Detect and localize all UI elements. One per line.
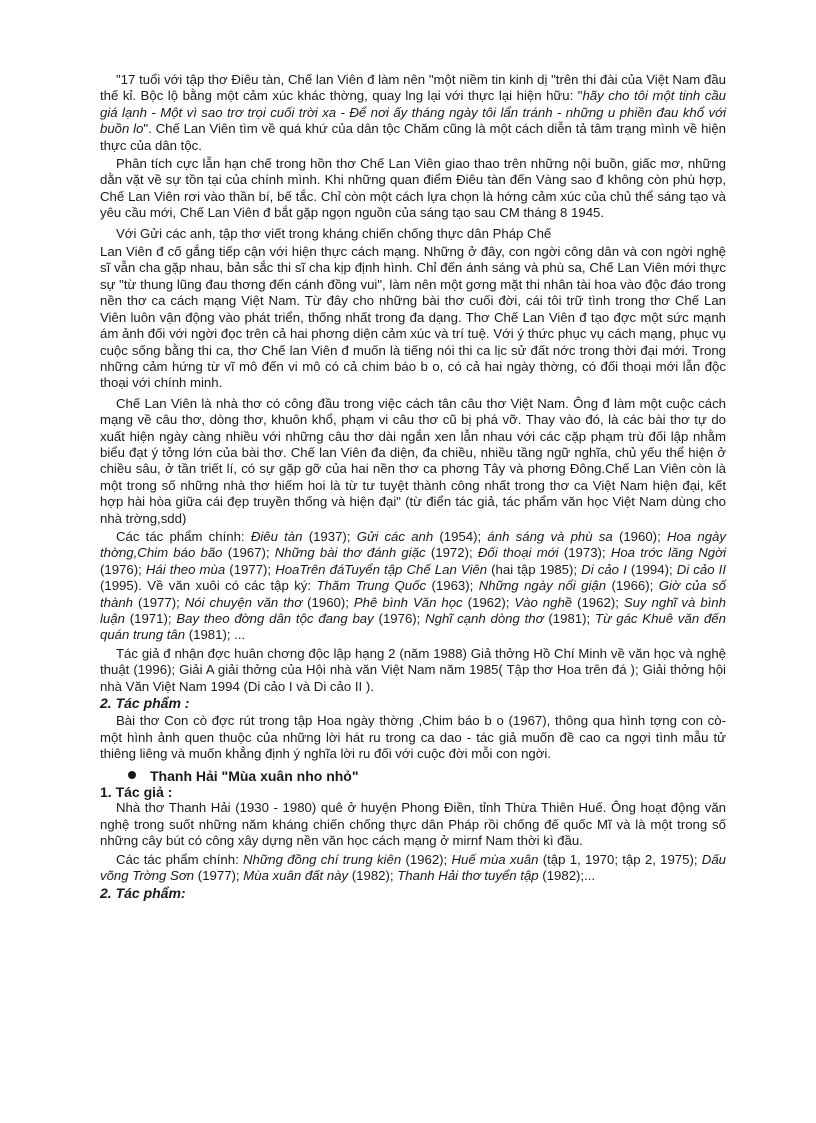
paragraph-thanh-hai: Nhà thơ Thanh Hải (1930 - 1980) quê ở huyện Phong Điền, tỉnh Thừa Thiên Huế. Ông hoạt động văn nghệ trong suốt những năm kháng chiến chống thực dân Pháp rồi chống đế quốc Mĩ và là một trong số những cây bút có công xây dựng nền văn học cách mạng ở mirnf Nam thời kì đầu. xyxy=(100,800,726,849)
section-heading-works-2: 2. Tác phẩm: xyxy=(100,884,186,901)
work-title: Vào nghề xyxy=(514,594,573,610)
text: (1977); xyxy=(225,561,276,577)
section-heading-works: 2. Tác phẩm : xyxy=(100,695,190,712)
paragraph-che-lan-vien-intro xyxy=(100,72,726,154)
work-title: Đối thoại mới xyxy=(477,545,559,561)
paragraph-awards: Tác giả đ nhận đợc huân chơng độc lập hạng 2 (năm 1988) Giả thởng Hồ Chí Minh về văn học và nghệ thuật (1996); Giải A giải thởng của Hội nhà văn Việt Nam năm 1985( Tập thơ Hoa trên đá ); Giải thởng hội nhà Văn Việt Nam 1994 (Di cảo I và Di cảo II ). xyxy=(100,645,726,694)
document-page xyxy=(100,72,726,901)
work-title: Di cảo I xyxy=(581,561,627,577)
work-title: Giờ của số thành xyxy=(100,578,726,610)
text: ". Chế Lan Viên tìm về quá khứ của dân tộc Chăm cũng là một cách diễn tả tâm trạng mình về hiện thực của dân tộc. xyxy=(100,121,727,153)
text: (1972); xyxy=(425,545,478,561)
paragraph-con-co: Bài thơ Con cò đợc rút trong tập Hoa ngày thờng ,Chim báo b o (1967), thông qua hình tợng con cò- một hình ảnh quen thuộc của những lời hát ru trong ca dao - tác giả muốn đề cao ca ngợi tình mẫu tử thiêng liêng và muốn khẳng định ý nghĩa lời ru đối với cuộc đời mỗi con ngời. xyxy=(100,713,726,762)
work-title: Điêu tàn xyxy=(250,528,303,544)
text: (hai tập 1985); xyxy=(487,561,582,577)
work-title: Bay theo đờng dân tộc đang bay xyxy=(176,611,374,626)
text: (1963); xyxy=(426,578,479,594)
text: (1962); xyxy=(462,594,515,610)
text: (1973); xyxy=(558,545,611,561)
paragraph-thanh-hai-works xyxy=(100,852,726,885)
bullet-item-thanh-hai xyxy=(100,768,726,784)
paragraph-gui-cac-anh: Lan Viên đ cố gắng tiếp cận với hiện thực cách mạng. Những ở đây, con ngời công dân và con ngời nghệ sĩ vẫn cha gặp nhau, bản sắc thi sĩ cha kịp định hình. Chỉ đến ánh sáng và phù sa, Chế Lan Viên mới thực sự "từ thung lũng đau thơng đến cánh đồng vui", làm nên một gơng mặt thi nhân tài hoa vào độc đáo trong nền thơ ca cách mạng Việt Nam. Từ đây cho những bài thơ cuối đời, cái tôi trữ tình trong thơ Chế Lan Viên luôn vận động vào phát triển, thống nhất trong đa dạng. Thơ Chế Lan Viên đ tạo đợc một sức mạnh ám ảnh đối với ngời đọc trên cả hai phơng diện cảm xúc và trí tuệ. Với ý thức phục vụ cách mạng, phục vụ cuộc sống bằng thi ca, thơ Chế lan Viên đ muốn là tiếng nói thi ca lịc sử đất nớc trong thời đại mới. Trong những cảm hứng từ vĩ mô đến vi mô có cả chim báo b o, có cả hai ngày thờng, có đối thoại mới lẫn độc thoại với chính minh. xyxy=(100,244,726,391)
text: (1967); xyxy=(222,545,275,561)
paragraph-works-list xyxy=(100,529,726,644)
work-title: Nghĩ cạnh dòng thơ xyxy=(425,611,544,626)
text: (1976); xyxy=(373,611,426,626)
work-title: Di cảo II xyxy=(676,561,726,577)
work-title: Thanh Hải thơ tuyển tập xyxy=(397,868,539,884)
work-title: Phê bình Văn học xyxy=(353,594,463,610)
text: (1976); xyxy=(100,561,146,577)
work-title: Hoa ngày thờng,Chim báo bão xyxy=(100,528,726,561)
text: (1960); xyxy=(612,528,667,544)
work-title: Suy nghĩ và bình luận xyxy=(100,594,726,626)
text: (1966); xyxy=(606,578,659,594)
text: (1982); xyxy=(348,868,398,884)
text: (1960); xyxy=(302,594,354,610)
work-title: Hái theo mùa xyxy=(145,561,226,577)
text: (1994); xyxy=(626,561,677,577)
bullet-icon xyxy=(128,771,136,779)
text: (1981); ... xyxy=(185,627,246,643)
text: (1962); xyxy=(401,851,452,867)
work-title: ánh sáng và phù sa xyxy=(487,528,613,544)
quoted-verse: hãy cho tôi một tinh cầu giá lạnh - Một vì sao trơ trọi cuối trời xa - Để nơi ấy tháng ngày tôi lẩn tránh - những u phiền đau khổ với buồn lo xyxy=(100,88,727,137)
section-heading-author: 1. Tác giả : xyxy=(100,784,173,801)
text: (1977); xyxy=(133,594,185,610)
text: Các tác phẩm chính: xyxy=(116,528,251,544)
work-title: Huế mùa xuân xyxy=(451,851,539,867)
work-title: Những ngày nổi giận xyxy=(478,578,607,594)
work-title: Những đồng chí trung kiên xyxy=(243,851,402,867)
work-title: Hoa trớc lăng Ngời xyxy=(610,545,726,561)
work-title: Mùa xuân đất này xyxy=(243,868,349,884)
text: (1981); xyxy=(543,611,596,626)
paragraph-innovation: Chế Lan Viên là nhà thơ có công đầu trong việc cách tân câu thơ Việt Nam. Ông đ làm một cuộc cách mạng về câu thơ, dòng thơ, khuôn khổ, phạm vi câu thơ cũ bị phá vỡ. Thay vào đó, là các bài thơ tự do xuất hiện ngày càng nhiều với những câu thơ dài ngắn xen lẫn nhau với các cặp phạm trù đối lập nhằm biểu đạt ý tởng lớn của bài thơ. Chế lan Viên đa diện, đa chiều, nhiều tầng ngữ nghĩa, chủ yếu thể hiện ở chiều sâu, ở tần triết lí, có sự gặp gỡ của hai nền thơ ca phơng Tây và phơng Đông.Chế Lan Viên còn là một trong số những nhà thơ hiếm hoi là từ tư tuyệt thành công nhất trong thơ ca Việt Nam hiện đại, kết hợp hài hòa giữa cái đẹp truyền thống và hiện đại" (từ điển tác giả, tác phẩm văn học Việt Nam dùng cho nhà trờng,sdd) xyxy=(100,395,726,526)
work-title: Gửi các anh xyxy=(356,528,434,544)
text: Các tác phẩm chính: xyxy=(116,851,244,867)
text: (1954); xyxy=(433,528,488,544)
work-title: Thăm Trung Quốc xyxy=(316,578,427,594)
work-title: Từ gác Khuê văn đến quán trung tân xyxy=(100,611,726,643)
text: (1937); xyxy=(302,528,357,544)
text: (1982);... xyxy=(538,868,596,884)
paragraph-gui-cac-anh-line1: Với Gửi các anh, tập thơ viết trong kháng chiến chống thực dân Pháp Chế xyxy=(116,225,552,241)
text: (1962); xyxy=(572,594,624,610)
text: (1971); xyxy=(124,611,177,626)
paragraph-analysis: Phân tích cực lẫn hạn chế trong hồn thơ Chế Lan Viên giao thao trên những nội buồn, giấc mơ, những dằn vặt về sự tồn tại của chính mình. Khi những quan điểm Điêu tàn đến Vàng sao đ không còn phù hợp, Chế Lan Viên rơi vào thần bí, bế tắc. Chỉ còn một cách lựa chọn là hớng cảm xúc của chủ thể sáng tạo và yêu cầu mới, Chế Lan Viên đ bắt gặp ngọn nguồn của sáng tạo sau CM tháng 8 1945. xyxy=(100,156,726,221)
text: (1995). Về văn xuôi có các tập ký: xyxy=(100,578,317,594)
work-title: HoaTrên đáTuyển tập Chế Lan Viên xyxy=(275,561,488,577)
bullet-title: Thanh Hải "Mùa xuân nho nhỏ" xyxy=(150,767,359,784)
work-title: Nói chuyện văn thơ xyxy=(184,594,303,610)
text: (tập 1, 1970; tập 2, 1975); xyxy=(538,851,702,867)
work-title: Dấu võng Trờng Sơn xyxy=(100,851,726,884)
work-title: Những bài thơ đánh giặc xyxy=(274,545,426,561)
text: (1977); xyxy=(194,868,244,884)
text: "17 tuổi với tập thơ Điêu tàn, Chế lan Viên đ làm nên "một niềm tin kinh dị "trên thi đài của Việt Nam đầu thế kỉ. Bộc lộ bằng một cảm xúc khác thờng, quay lng lại với thực lại hiện hữu: " xyxy=(100,72,726,104)
